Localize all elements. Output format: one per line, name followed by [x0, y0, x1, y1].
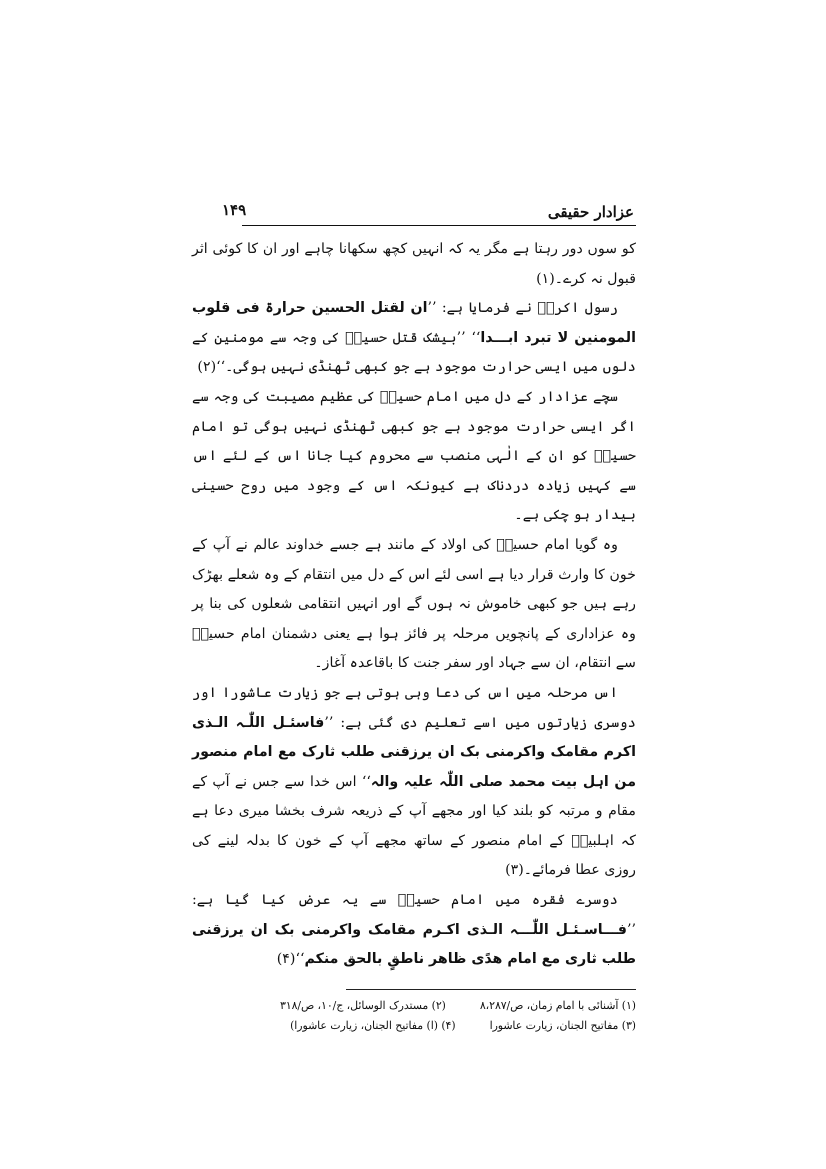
text-run: سچے عزادار کے دل میں امام حسینؑ کی عظیم مصیبت کی وجہ سے اگر ایسی حرارت موجود ہے جو کبھی ٹھنڈی نہیں ہوگی تو امام حسینؑ کو ان کے الٰہی منصب سے محروم کیا جانا اس کے لئے اس سے کہیں زیادہ دردناک ہے کیونکہ اس کے وجود میں روح حسینی بیدار ہو چکی ہے۔	[192, 388, 636, 524]
body-text	[192, 235, 636, 975]
text-run: ‘‘ اس خدا سے جس نے آپ کے مقام و مرتبہ کو بلند کیا اور مجھے آپ کے ذریعہ شرف بخشا میری دعا ہے کہ اہلبیتؑ کے امام منصور کے ساتھ مجھے آپ کے خون کا بدلہ لینے کی روزی عطا فرمائے۔(۳)	[192, 773, 636, 879]
paragraph	[192, 294, 636, 383]
text-run: اس مرحلہ میں اس کی دعا وہی ہوتی ہے جو زیارت عاشورا اور دوسری زیارتوں میں اسے تعلیم دی گئی ہے: ’’	[192, 684, 636, 731]
footnote: (۳) مفاتیح الجنان، زیارت عاشورا	[489, 1018, 636, 1032]
footnote-divider	[346, 989, 636, 990]
footnote: (۲) مستدرک الوسائل، ج/۱۰، ص/۳۱۸	[280, 998, 446, 1012]
footnote-row	[192, 1016, 636, 1036]
paragraph	[192, 383, 636, 531]
page	[192, 195, 636, 1036]
text-run: رسول اکرمؐ نے فرمایا ہے: ’’	[427, 300, 619, 317]
text-run: وہ گویا امام حسینؑ کی اولاد کے مانند ہے جسے خداوند عالم نے آپ کے خون کا وارث قرار دیا ہے اسی لئے اس کے دل میں انتقام کے وہ شعلے بھڑک رہے ہیں جو کبھی خاموش نہ ہوں گے اور انہیں انتقامی شعلوں کی بنا پر وہ عزاداری کے پانچویں مرحلہ پر فائز ہوا ہے یعنی دشمنان امام حسینؑ سے انتقام، ان سے جہاد اور سفر جنت کا باقاعدہ آغاز۔	[192, 536, 636, 672]
text-run: دوسرے فقرہ میں امام حسینؑ سے یہ عرض کیا گیا ہے: ’’	[192, 892, 636, 938]
page-number: ۱۴۹	[222, 201, 247, 219]
arabic-quote: فـــاسـئـل اللّٰـــہ الـذی اکـرم مقامک واکرمنی بک ان یرزقنی طلب ثاری مع امام ھدًی ظاھر ناطقٍ بالحق منکم	[192, 921, 636, 968]
text-run: ‘‘(۴)	[276, 951, 305, 968]
paragraph	[192, 679, 636, 886]
text-run: ‘‘ ’’بیشک قتل حسینؑ کی وجہ سے مومنین کے دلوں میں ایسی حرارت موجود ہے جو کبھی ٹھنڈی نہیں ہوگی۔‘‘(۲)	[192, 329, 636, 376]
paragraph	[192, 235, 636, 294]
header-rule	[242, 225, 636, 226]
page-header	[192, 195, 636, 229]
text-run: کو سوں دور رہتا ہے مگر یہ کہ انہیں کچھ سکھانا چاہے اور ان کا کوئی اثر قبول نہ کرے۔(۱)	[192, 241, 636, 287]
footnote-row	[192, 996, 636, 1016]
footnotes	[192, 996, 636, 1036]
footnote: (۱) آشنائی با امام زمان، ص/۸،۲۸۷	[479, 998, 636, 1012]
arabic-quote: ان لقتل الحسین حرارۃ فی قلوب المومنین لا تبرد ابـــدا	[192, 300, 636, 346]
footnote: (۴) (ا) مفاتیح الجنان، زیارت عاشورا)	[290, 1018, 456, 1032]
paragraph	[192, 531, 636, 679]
arabic-quote: فاسئـل اللّٰـہ الـذی اکرم مقامک واکرمنی بک ان یرزقنی طلب ثارک مع امام منصور من اہل بیت محمد صلی اللّٰہ علیہ والہ	[192, 714, 636, 790]
running-title: عزادار حقیقی	[547, 203, 634, 221]
paragraph	[192, 886, 636, 975]
